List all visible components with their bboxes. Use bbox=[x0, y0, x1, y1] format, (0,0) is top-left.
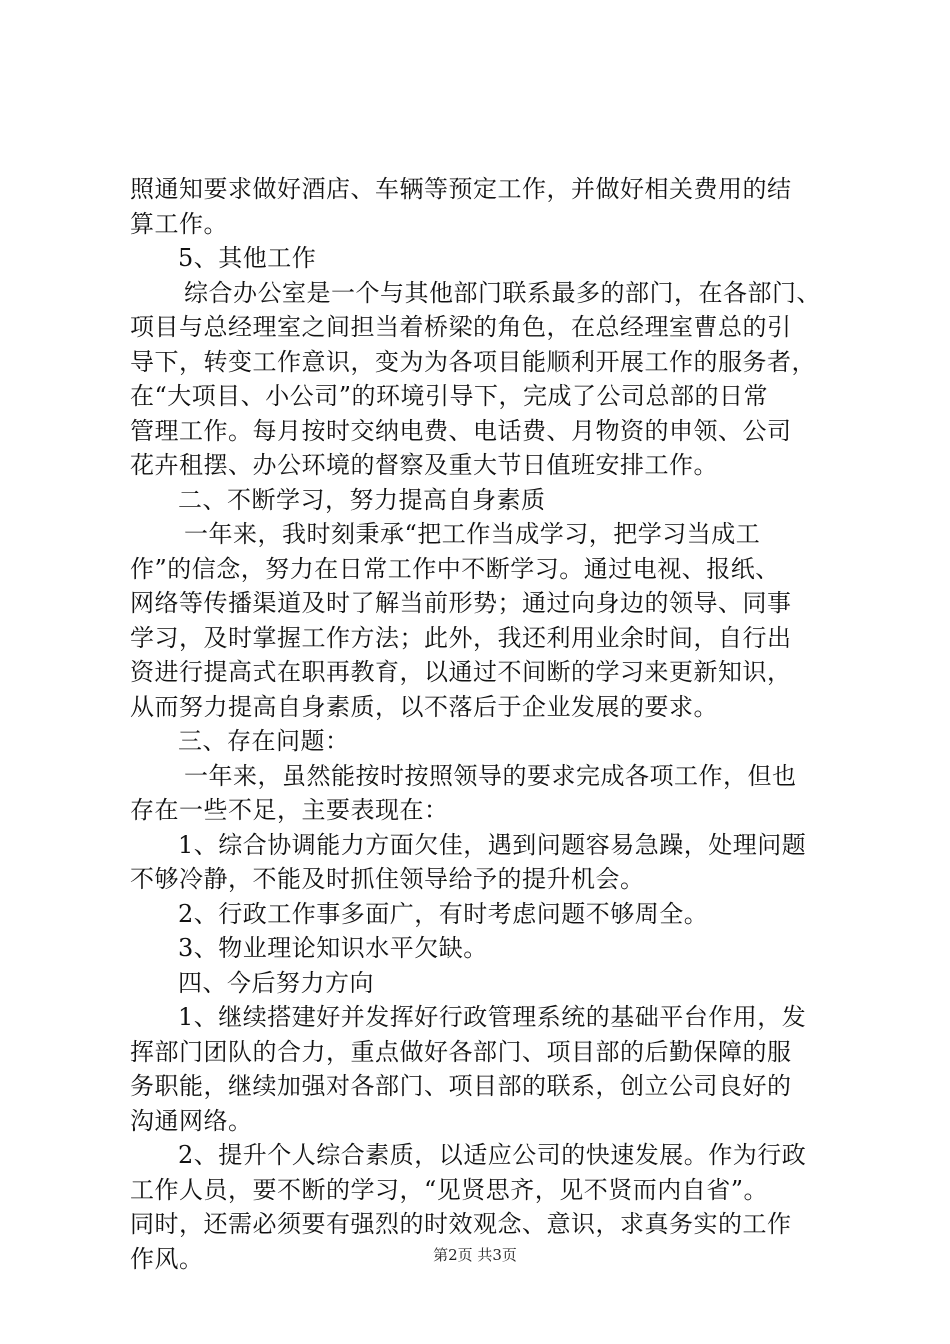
list-item: 3、物业理论知识水平欠缺。 bbox=[178, 934, 488, 962]
text-line: 作风。 bbox=[130, 1244, 204, 1273]
section-heading: 四、今后努力方向 bbox=[178, 968, 374, 997]
page-number-footer: 第2页 共3页 bbox=[433, 1246, 517, 1264]
text-line: 管理工作。每月按时交纳电费、电话费、月物资的申领、公司 bbox=[130, 416, 792, 445]
text-line: 存在一些不足，主要表现在： bbox=[130, 796, 449, 824]
text-line: 挥部门团队的合力，重点做好各部门、项目部的后勤保障的服 bbox=[130, 1037, 792, 1066]
text-line: 工作人员，要不断的学习，“见贤思齐，见不贤而内自省”。 bbox=[130, 1175, 769, 1204]
section-heading: 二、不断学习，努力提高自身素质 bbox=[178, 485, 546, 514]
section-heading: 三、存在问题： bbox=[178, 727, 350, 755]
text-line: 算工作。 bbox=[130, 209, 228, 238]
text-line: 一年来，虽然能按时按照领导的要求完成各项工作，但也 bbox=[184, 761, 797, 790]
list-item: 2、行政工作事多面广，有时考虑问题不够周全。 bbox=[178, 899, 709, 928]
text-line: 从而努力提高自身素质，以不落后于企业发展的要求。 bbox=[130, 692, 718, 721]
list-item: 1、继续搭建好并发挥好行政管理系统的基础平台作用，发 bbox=[178, 1003, 807, 1031]
list-item: 1、综合协调能力方面欠佳，遇到问题容易急躁，处理问题 bbox=[178, 830, 807, 859]
text-line: 同时，还需必须要有强烈的时效观念、意识，求真务实的工作 bbox=[130, 1210, 792, 1238]
text-line: 导下，转变工作意识，变为为各项目能顺利开展工作的服务者， bbox=[130, 347, 816, 376]
text-line: 照通知要求做好酒店、车辆等预定工作，并做好相关费用的结 bbox=[130, 175, 792, 203]
text-line: 项目与总经理室之间担当着桥梁的角色，在总经理室曹总的引 bbox=[130, 313, 792, 341]
text-line: 学习，及时掌握工作方法；此外，我还利用业余时间，自行出 bbox=[130, 623, 792, 652]
document-body bbox=[130, 172, 830, 1276]
text-line: 资进行提高式在职再教育，以通过不间断的学习来更新知识， bbox=[130, 658, 792, 686]
section-heading: 5、其他工作 bbox=[178, 244, 317, 272]
text-line: 综合办公室是一个与其他部门联系最多的部门，在各部门、 bbox=[184, 278, 821, 307]
text-line: 网络等传播渠道及时了解当前形势；通过向身边的领导、同事 bbox=[130, 589, 792, 617]
text-line: 务职能，继续加强对各部门、项目部的联系，创立公司良好的 bbox=[130, 1072, 792, 1100]
text-line: 在“大项目、小公司”的环境引导下，完成了公司总部的日常 bbox=[130, 382, 769, 410]
text-line: 作”的信念，努力在日常工作中不断学习。通过电视、报纸、 bbox=[130, 554, 780, 583]
list-item: 2、提升个人综合素质，以适应公司的快速发展。作为行政 bbox=[178, 1141, 807, 1169]
text-line: 不够冷静，不能及时抓住领导给予的提升机会。 bbox=[130, 865, 645, 893]
text-line: 一年来，我时刻秉承“把工作当成学习，把学习当成工 bbox=[184, 520, 761, 548]
text-line: 花卉租摆、办公环境的督察及重大节日值班安排工作。 bbox=[130, 451, 718, 479]
text-line: 沟通网络。 bbox=[130, 1106, 253, 1135]
